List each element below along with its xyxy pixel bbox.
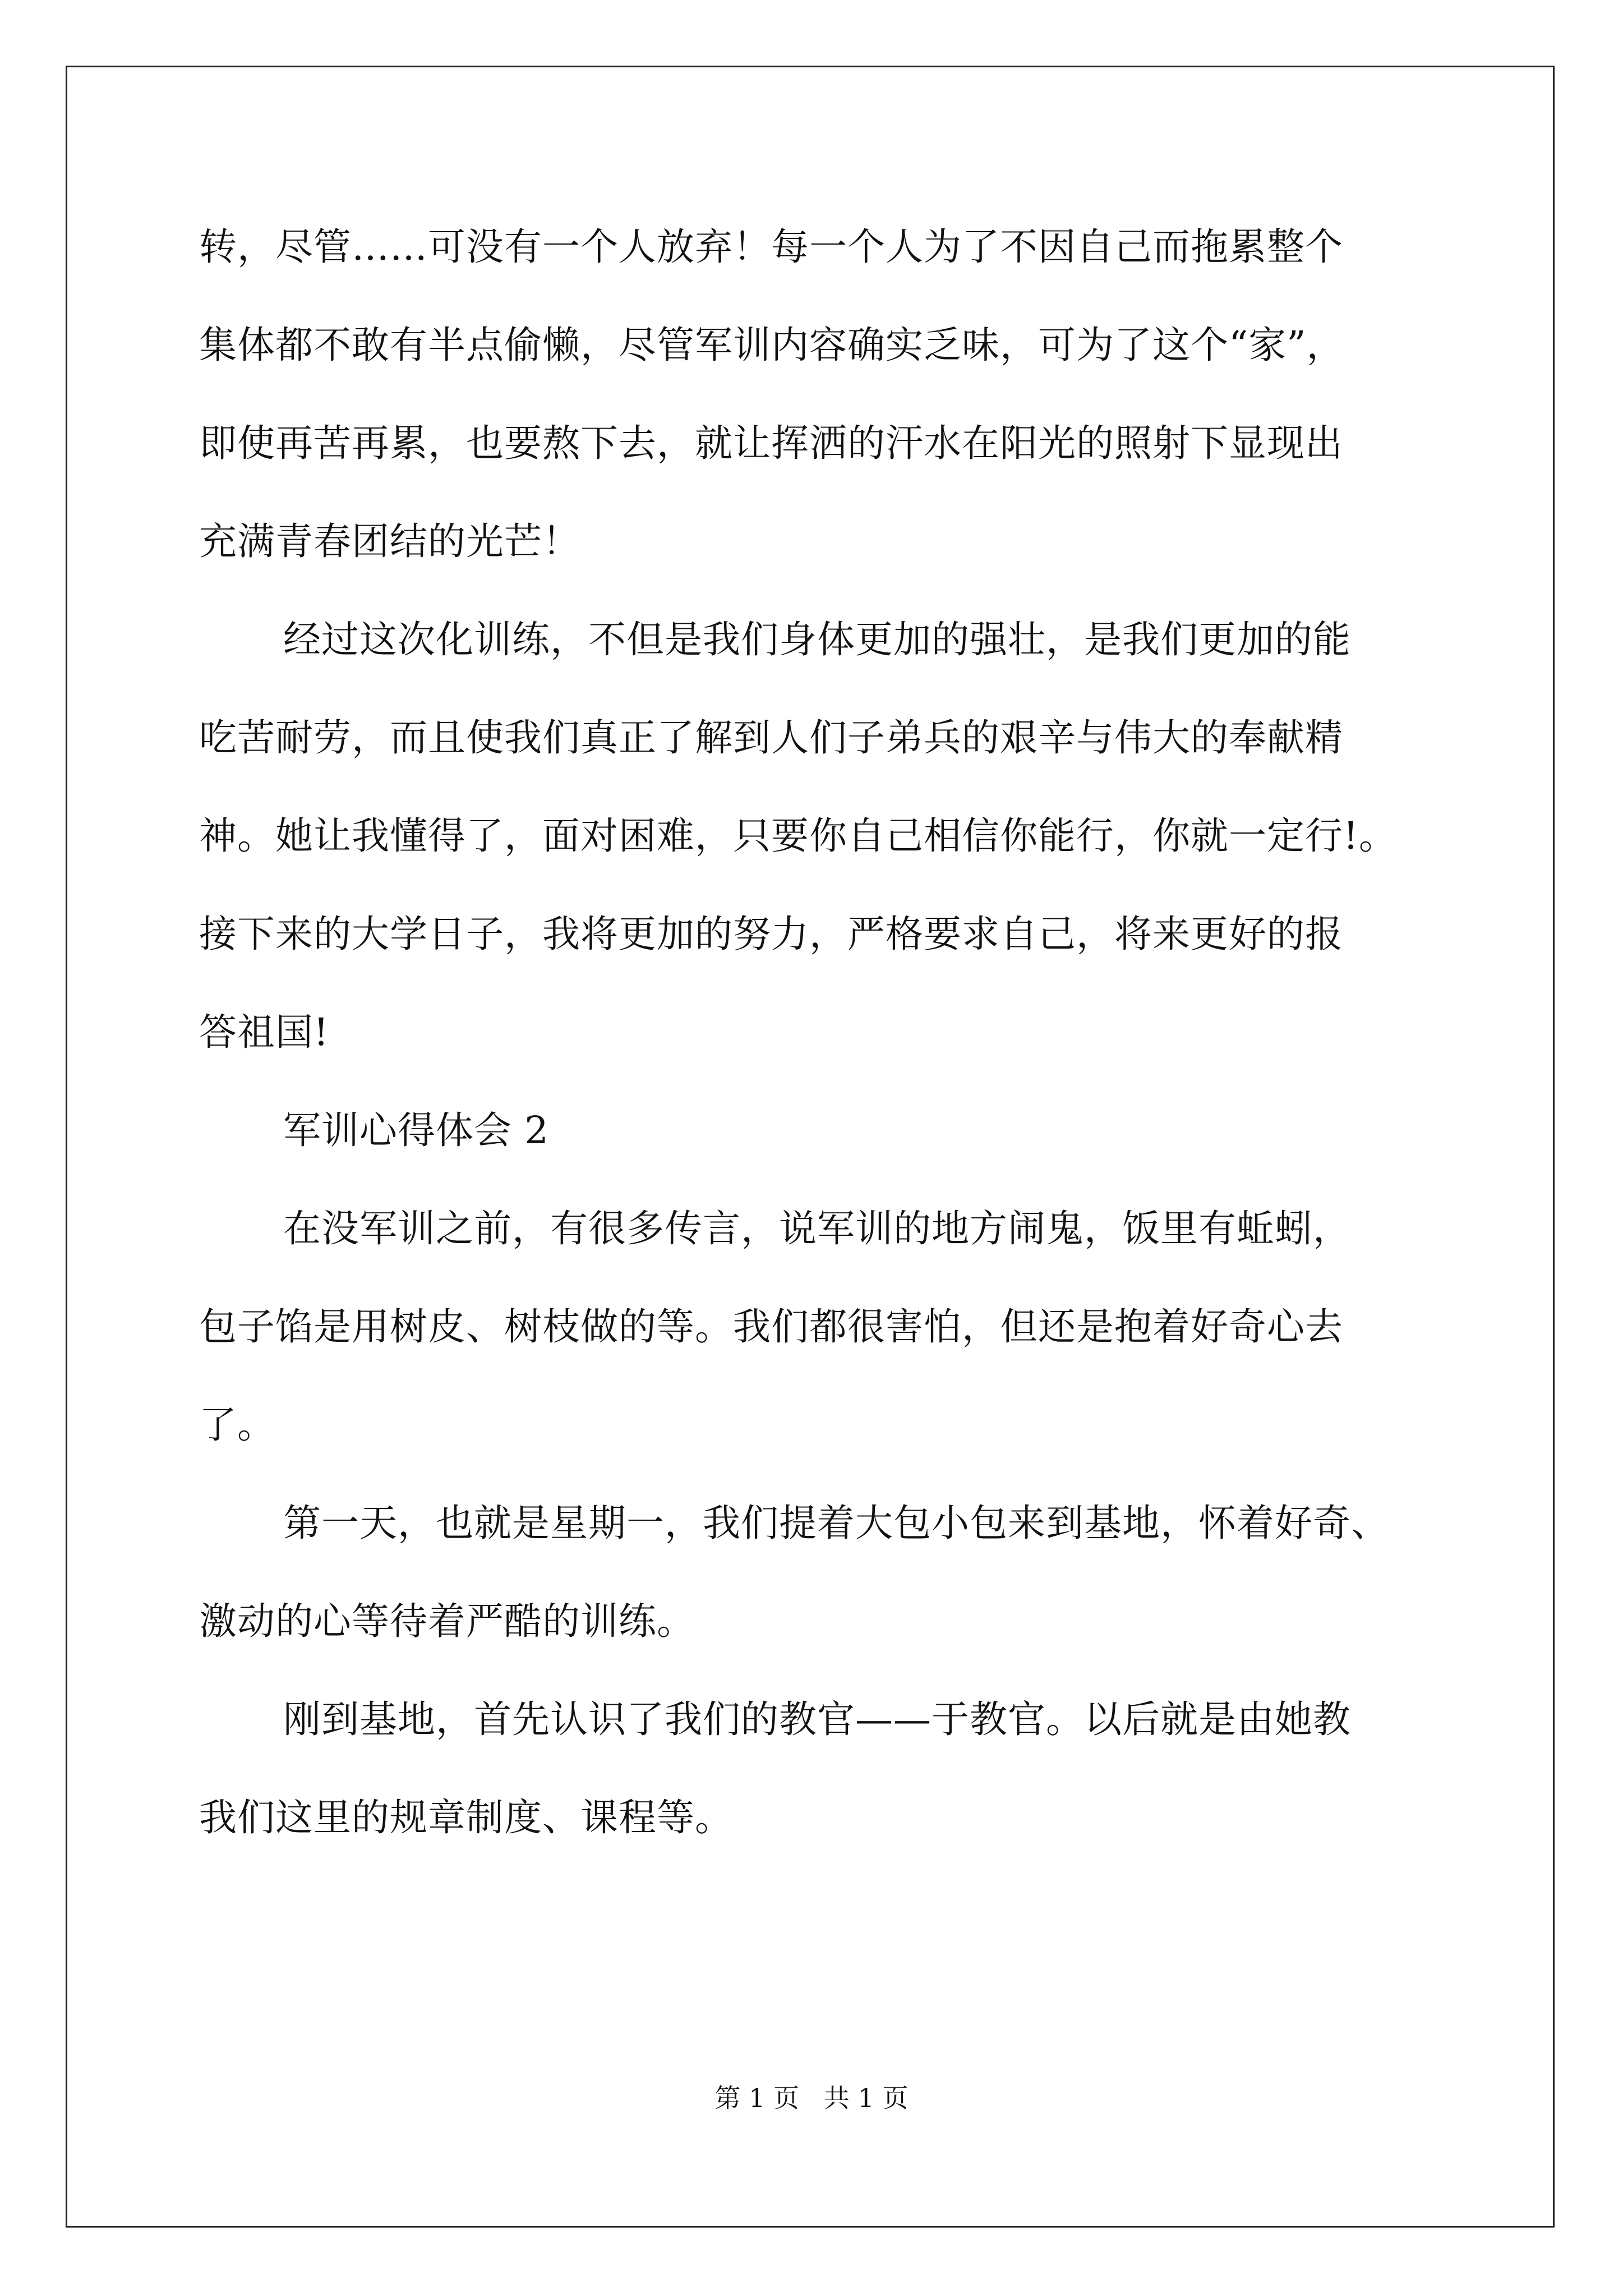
text-line: 了。 xyxy=(199,1403,275,1447)
text-line: 吃苦耐劳，而且使我们真正了解到人们子弟兵的艰辛与伟大的奉献精 xyxy=(199,716,1343,760)
text-line: 集体都不敢有半点偷懒，尽管军训内容确实乏味，可为了这个“家”， xyxy=(199,323,1345,367)
paragraph-first-line: 在没军训之前，有很多传言，说军训的地方闹鬼，饭里有蚯蚓， xyxy=(283,1207,1351,1250)
section-heading: 军训心得体会 2 xyxy=(283,1108,549,1152)
page-number-footer: 第 1 页 共 1 页 xyxy=(714,2083,909,2113)
text-line: 即使再苦再累，也要熬下去，就让挥洒的汗水在阳光的照射下显现出 xyxy=(199,421,1343,465)
text-line: 我们这里的规章制度、课程等。 xyxy=(199,1796,733,1839)
text-line: 包子馅是用树皮、树枝做的等。我们都很害怕，但还是抱着好奇心去 xyxy=(199,1305,1343,1349)
text-line: 神。她让我懂得了，面对困难，只要你自己相信你能行，你就一定行!。 xyxy=(199,814,1397,858)
paragraph-first-line: 经过这次化训练，不但是我们身体更加的强壮，是我们更加的能 xyxy=(283,618,1351,661)
text-line: 充满青春团结的光芒！ xyxy=(199,519,580,563)
text-line: 答祖国! xyxy=(199,1010,329,1054)
paragraph-first-line: 第一天，也就是星期一，我们提着大包小包来到基地，怀着好奇、 xyxy=(283,1501,1389,1545)
text-line: 接下来的大学日子，我将更加的努力，严格要求自己，将来更好的报 xyxy=(199,912,1343,956)
text-line: 激动的心等待着严酷的训练。 xyxy=(199,1599,695,1643)
text-line: 转，尽管……可没有一个人放弃！每一个人为了不因自己而拖累整个 xyxy=(199,225,1343,269)
paragraph-first-line: 刚到基地，首先认识了我们的教官——于教官。以后就是由她教 xyxy=(283,1697,1351,1741)
